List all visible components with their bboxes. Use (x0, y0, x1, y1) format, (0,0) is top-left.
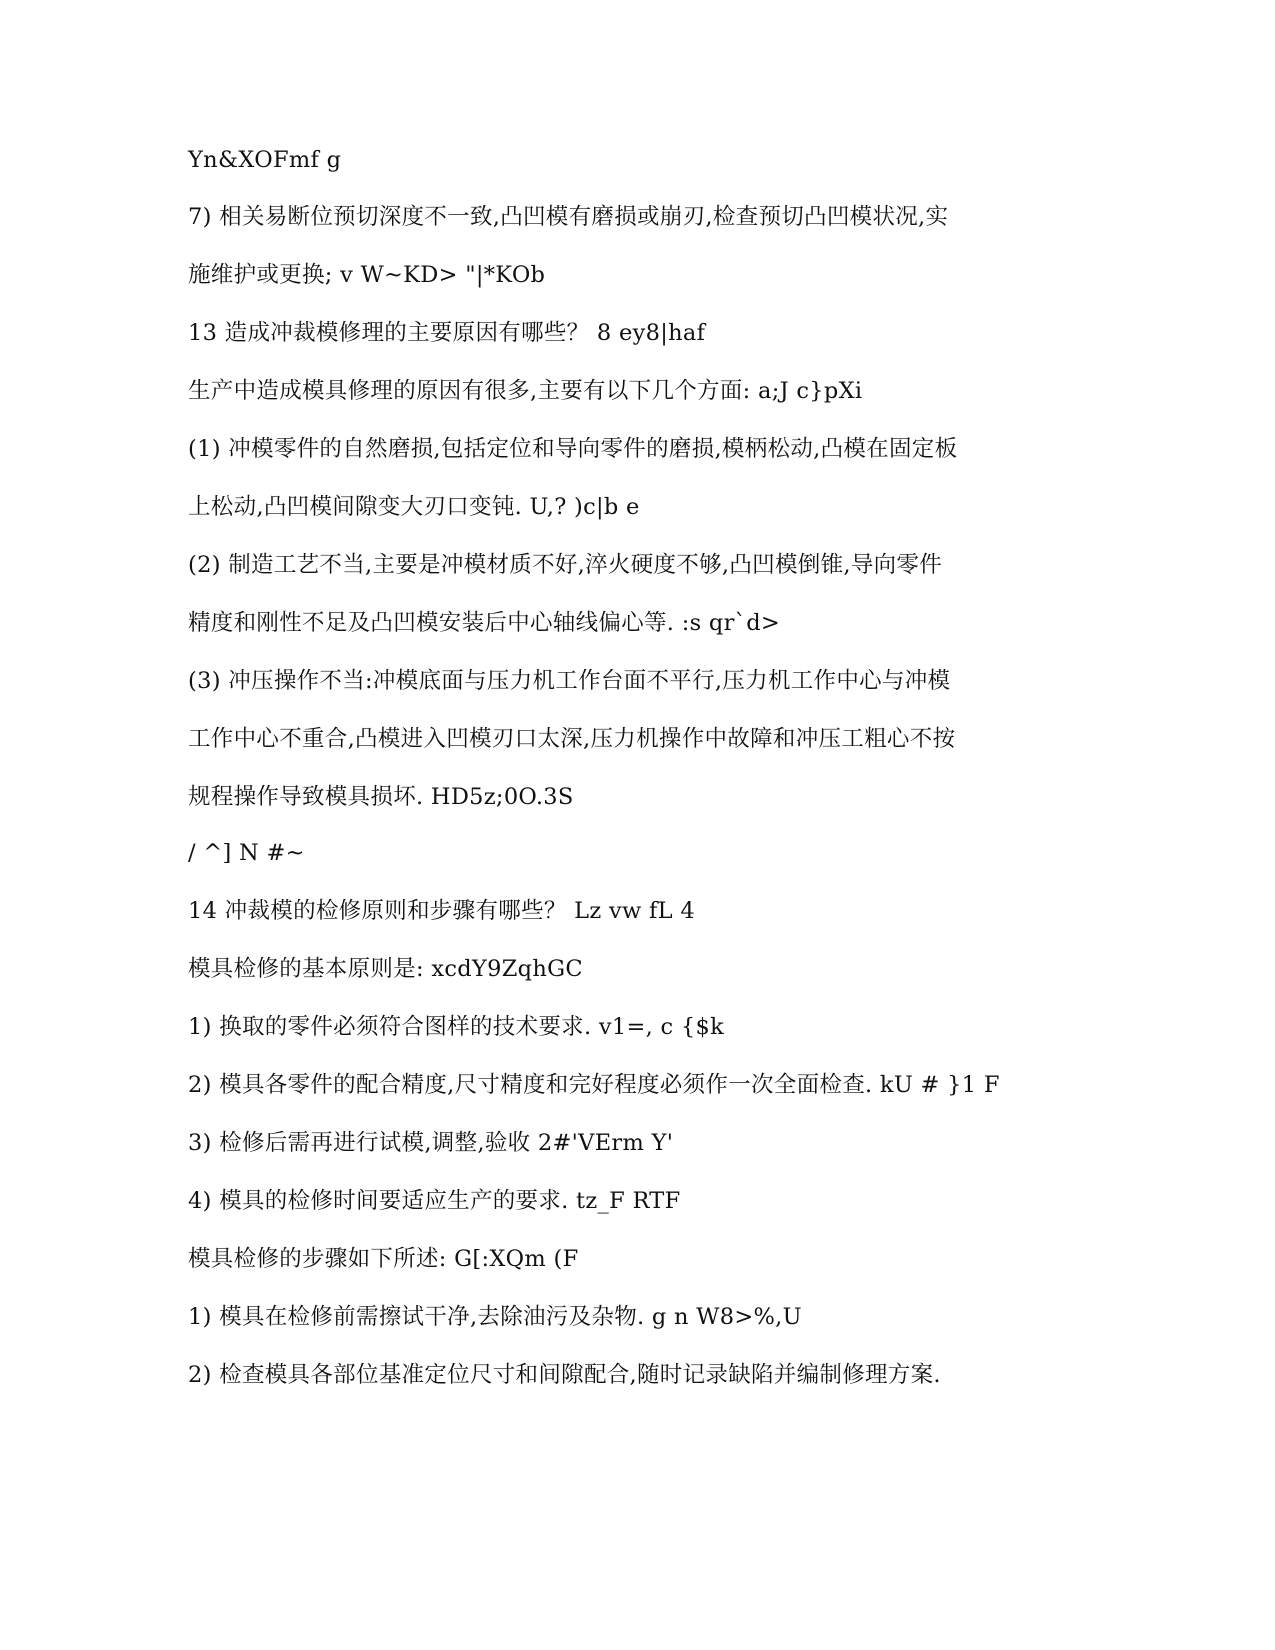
text-line: 2) 模具各零件的配合精度,尺寸精度和完好程度必须作一次全面检查. kU # }1 F (188, 1072, 1000, 1098)
text-line: 上松动,凸凹模间隙变大刃口变钝. U,? )c|b e (188, 494, 640, 520)
text-line: (2) 制造工艺不当,主要是冲模材质不好,淬火硬度不够,凸凹模倒锥,导向零件 (188, 552, 943, 578)
question-heading: 14 冲裁模的检修原则和步骤有哪些？ Lz vw fL 4 (188, 898, 695, 924)
text-line: 精度和刚性不足及凸凹模安装后中心轴线偏心等. :s qr`d> (188, 610, 781, 636)
text-line: (1) 冲模零件的自然磨损,包括定位和导向零件的磨损,模柄松动,凸模在固定板 (188, 436, 958, 462)
text-line: (3) 冲压操作不当:冲模底面与压力机工作台面不平行,压力机工作中心与冲模 (188, 668, 951, 694)
text-line: 施维护或更换; v W~KD> "|*KOb (188, 262, 546, 288)
text-line: 7) 相关易断位预切深度不一致,凸凹模有磨损或崩刃,检查预切凸凹模状况,实 (188, 204, 949, 230)
text-line: 1) 换取的零件必须符合图样的技术要求. v1=, c {$k (188, 1014, 725, 1040)
text-line: 模具检修的步骤如下所述: G[:XQm (F (188, 1246, 579, 1272)
text-line: 规程操作导致模具损坏. HD5z;0O.3S (188, 784, 574, 810)
question-heading: 13 造成冲裁模修理的主要原因有哪些？ 8 ey8|haf (188, 320, 706, 346)
text-line: 4) 模具的检修时间要适应生产的要求. tz_F RTF (188, 1188, 681, 1214)
text-line: 3) 检修后需再进行试模,调整,验收 2#'VErm Y' (188, 1130, 674, 1156)
text-line: 2) 检查模具各部位基准定位尺寸和间隙配合,随时记录缺陷并编制修理方案. (188, 1362, 941, 1388)
text-line: 模具检修的基本原则是: xcdY9ZqhGC (188, 956, 583, 982)
text-line: Yn&XOFmf g (188, 147, 342, 173)
text-line: 生产中造成模具修理的原因有很多,主要有以下几个方面: a;J c}pXi (188, 378, 863, 404)
text-line: 1) 模具在检修前需擦试干净,去除油污及杂物. g n W8>%,U (188, 1304, 802, 1330)
text-line: / ^] N #~ (188, 840, 305, 866)
text-line: 工作中心不重合,凸模进入凹模刃口太深,压力机操作中故障和冲压工粗心不按 (188, 726, 956, 752)
